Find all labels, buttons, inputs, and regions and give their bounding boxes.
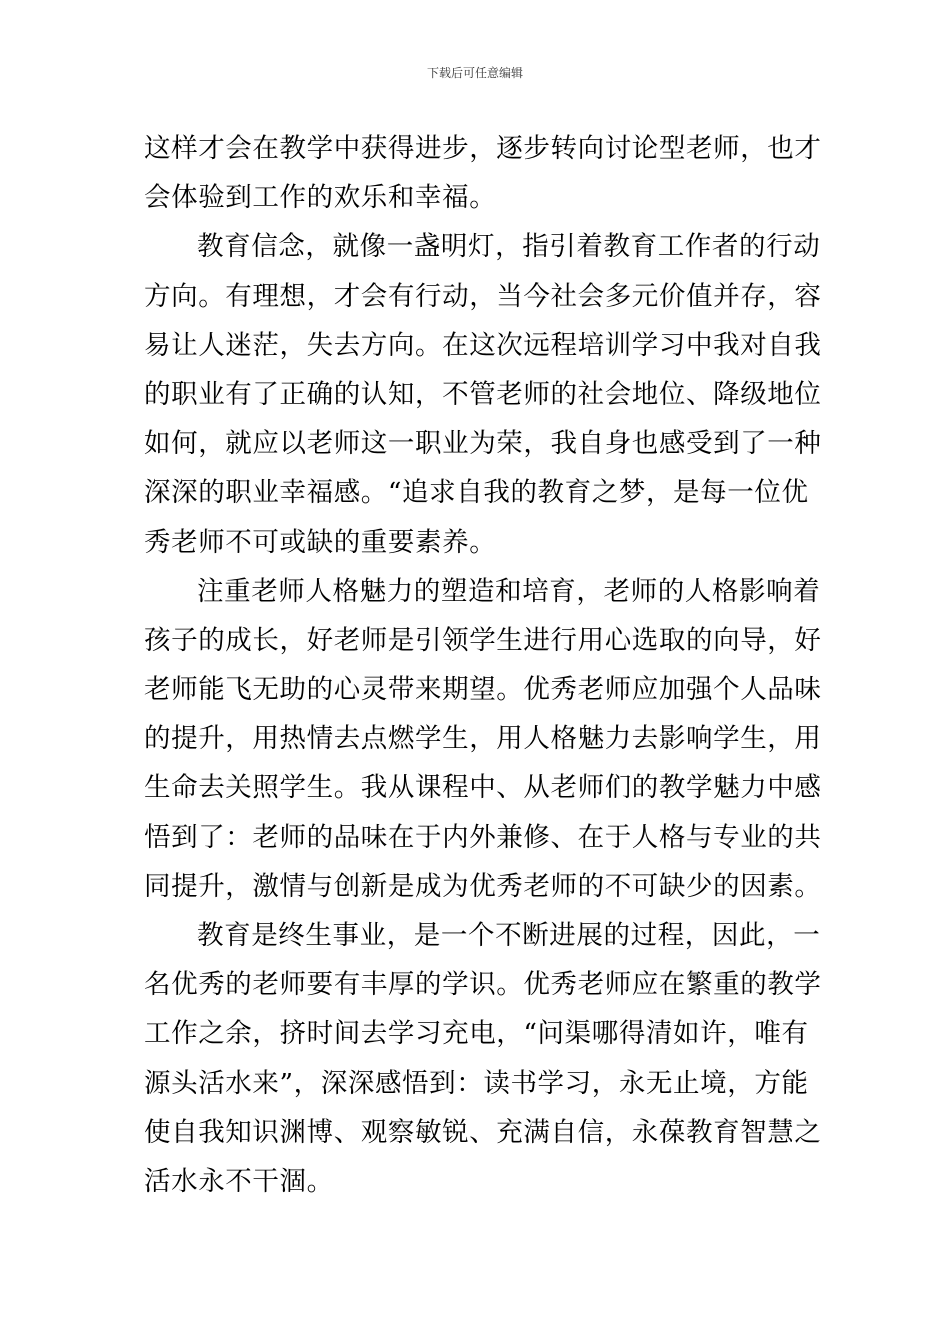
- paragraph-line: 秀老师不可或缺的重要素养。: [144, 526, 497, 558]
- paragraph-line: 易让人迷茫，失去方向。在这次远程培训学习中我对自我: [144, 329, 822, 361]
- paragraph-line: 教育是终生事业，是一个不断进展的过程，因此，一: [197, 920, 821, 951]
- paragraph-line: 这样才会在教学中获得进步，逐步转向讨论型老师，也才: [144, 133, 822, 164]
- paragraph-3: [144, 567, 822, 911]
- paragraph-line: 深深的职业幸福感。“追求自我的教育之梦，是每一位优: [144, 477, 809, 509]
- paragraph-line: 活水永不干涸。: [144, 1165, 334, 1197]
- document-body: [144, 124, 822, 1206]
- paragraph-line: 工作之余，挤时间去学习充电，“问渠哪得清如许，唯有: [144, 1018, 809, 1050]
- paragraph-line: 孩子的成长，好老师是引领学生进行用心选取的向导，好: [144, 624, 822, 656]
- paragraph-line: 使自我知识渊博、观察敏锐、充满自信，永葆教育智慧之: [144, 1116, 822, 1148]
- paragraph-line: 方向。有理想，才会有行动，当今社会多元价值并存，容: [144, 280, 822, 312]
- paragraph-line: 的提升，用热情去点燃学生，用人格魅力去影响学生，用: [144, 723, 822, 755]
- paragraph-line: 源头活水来”，深深感悟到：读书学习，永无止境，方能: [144, 1067, 809, 1099]
- paragraph-2: [144, 222, 822, 566]
- paragraph-line: 老师能飞无助的心灵带来期望。优秀老师应加强个人品味: [144, 674, 822, 706]
- paragraph-1: [144, 124, 822, 222]
- paragraph-line: 的职业有了正确的认知，不管老师的社会地位、降级地位: [144, 378, 822, 410]
- paragraph-4: [144, 911, 822, 1206]
- paragraph-line: 生命去关照学生。我从课程中、从老师们的教学魅力中感: [144, 772, 822, 804]
- paragraph-line: 注重老师人格魅力的塑造和培育，老师的人格影响着: [197, 575, 821, 607]
- page-header: 下载后可任意编辑: [426, 66, 523, 80]
- paragraph-line: 名优秀的老师要有丰厚的学识。优秀老师应在繁重的教学: [144, 969, 822, 1001]
- paragraph-line: 会体验到工作的欢乐和幸福。: [144, 182, 497, 214]
- paragraph-line: 如何，就应以老师这一职业为荣，我自身也感受到了一种: [144, 428, 822, 460]
- paragraph-line: 悟到了：老师的品味在于内外兼修、在于人格与专业的共: [144, 821, 822, 853]
- paragraph-line: 教育信念，就像一盏明灯，指引着教育工作者的行动: [197, 231, 821, 263]
- paragraph-line: 同提升，激情与创新是成为优秀老师的不可缺少的因素。: [144, 870, 822, 902]
